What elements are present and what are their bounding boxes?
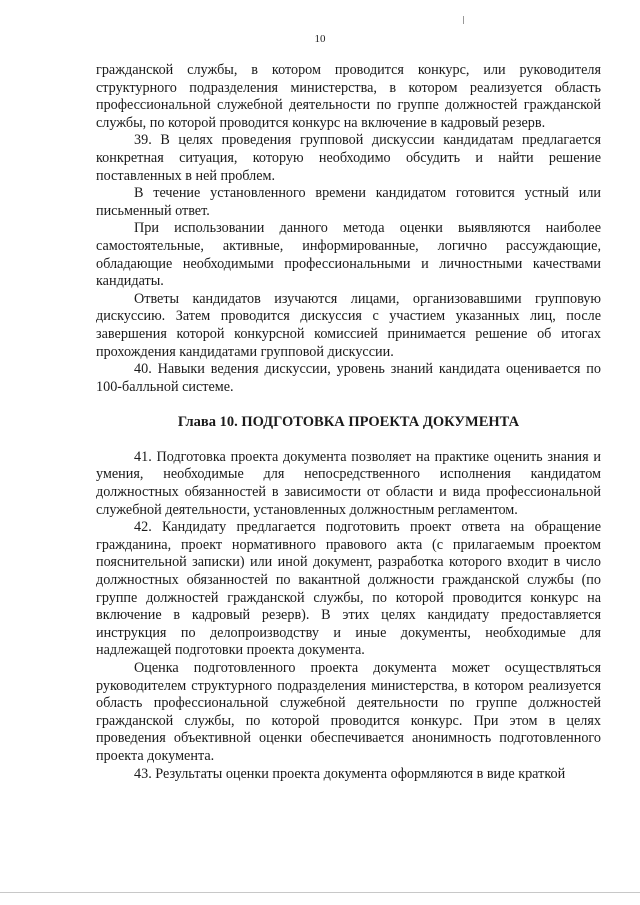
section-before-heading xyxy=(96,62,601,396)
paragraph: В течение установленного времени кандидатом готовится устный или письменный ответ. xyxy=(96,185,601,219)
chapter-heading: Глава 10. ПОДГОТОВКА ПРОЕКТА ДОКУМЕНТА xyxy=(177,414,520,431)
page-body xyxy=(96,62,601,783)
paragraph: гражданской службы, в котором проводится конкурс, или руководителя структурного подразделения министерства, в котором реализуется область профессиональной служебной деятельности по группе должностей гражданской службы, по которой проводится конкурс на включение в кадровый резерв. xyxy=(96,62,601,131)
paragraph: 39. В целях проведения групповой дискуссии кандидатам предлагается конкретная ситуация, которую необходимо обсудить и найти решение поставленных в ней проблем. xyxy=(96,132,601,184)
paragraph: Оценка подготовленного проекта документа может осуществляться руководителем структурного подразделения министерства, в котором реализуется область профессиональной служебной деятельности по группе должностей гражданской службы, по которой проводится конкурс. При этом в целях проведения объективной оценки обеспечивается анонимность подготовленного проекта документа. xyxy=(96,660,601,764)
paragraph: При использовании данного метода оценки выявляются наиболее самостоятельные, активные, информированные, логично рассуждающие, обладающие необходимыми профессиональными и личностными качествами кандидаты. xyxy=(96,220,601,290)
paragraph: 42. Кандидату предлагается подготовить проект ответа на обращение гражданина, проект нормативного правового акта (с прилагаемым проектом пояснительной записки) или иной документ, разработка которого входит в число должностных обязанностей по вакантной должности гражданской службы (по группе должностей гражданской службы, по которой проводится конкурс на включение в кадровый резерв). В этих целях кандидату предоставляется инструкция по делопроизводству и иные документы, необходимые для надлежащей подготовки проекта документа. xyxy=(96,519,601,659)
paragraph: 41. Подготовка проекта документа позволяет на практике оценить знания и умения, необходимые для непосредственного исполнения кандидатом должностных обязанностей в зависимости от области и вида профессиональной служебной деятельности, установленных должностным регламентом. xyxy=(96,448,601,518)
paragraph: 43. Результаты оценки проекта документа оформляются в виде краткой xyxy=(134,765,566,782)
paragraph: Ответы кандидатов изучаются лицами, организовавшими групповую дискуссию. Затем проводится дискуссия с участием указанных лиц, после завершения которой конкурсной комиссией принимается решение об итогах прохождения кандидатами групповой дискуссии. xyxy=(96,290,601,360)
paragraph: 40. Навыки ведения дискуссии, уровень знаний кандидата оценивается по 100-балльной системе. xyxy=(96,361,601,395)
scan-mark xyxy=(463,16,464,24)
page-number: 10 xyxy=(314,33,326,45)
bottom-edge-line xyxy=(0,892,640,893)
section-after-heading xyxy=(96,449,601,783)
